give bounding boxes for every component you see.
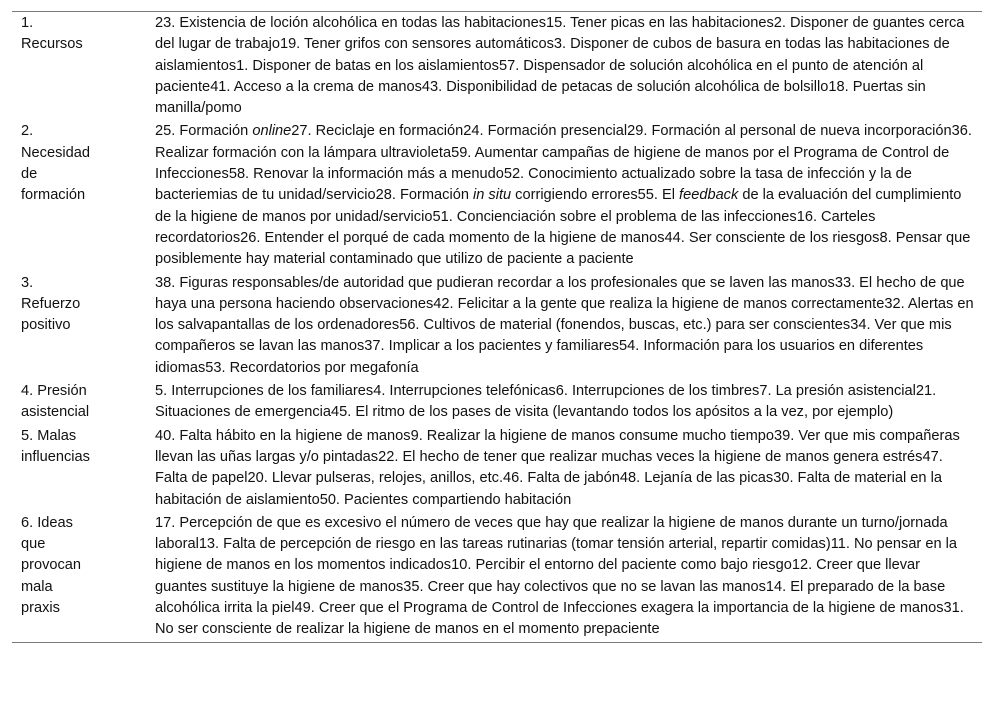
barrier-item: 32. Alertas en los salvapantallas de los ordenadores — [155, 295, 974, 334]
category-label-line: influencias — [21, 448, 90, 465]
barrier-item: 3. Disponer de cubos de basura en todas las habitaciones de aislamientos — [155, 36, 950, 74]
barrier-item: 36. Realizar formación con la lámpara ultravioleta — [155, 123, 972, 161]
barrier-item: 10. Percibir el entorno del paciente como bajo riesgo — [451, 557, 792, 574]
barrier-item: 49. Creer que el Programa de Control de Infecciones exagera la importancia de la higiene de manos — [294, 600, 944, 617]
barrier-item: 34. Ver que mis compañeros se lavan las manos — [155, 317, 952, 355]
barrier-item-text: 25. Formación — [155, 123, 253, 140]
category-label-line: de — [21, 166, 38, 183]
barrier-item-text: de la evaluación del cumplimiento de la higiene de manos por unidad/servicio — [155, 187, 962, 225]
barrier-item: 15. Tener picas en las habitaciones — [546, 15, 774, 31]
category-label-line: formación — [21, 187, 86, 204]
barrier-item: 40. Falta hábito en la higiene de manos — [155, 427, 411, 444]
barrier-item-emphasis: feedback — [679, 187, 739, 204]
barrier-item — [155, 123, 291, 139]
category-label-line: mala — [21, 578, 53, 595]
category-label-line: 1. — [21, 15, 34, 31]
items-cell — [155, 512, 982, 642]
category-label-line: 3. — [21, 274, 34, 291]
barrier-item: 51. Concienciación sobre el problema de las infecciones — [432, 208, 797, 225]
barrier-item-text: 28. Formación — [375, 187, 473, 204]
barriers-table-body — [12, 12, 982, 642]
category-label-line: Refuerzo — [21, 295, 81, 312]
category-label-line: que — [21, 536, 46, 553]
barrier-item: 30. Falta de material en la habitación de aislamiento — [155, 470, 942, 508]
barrier-item: 29. Formación al personal de nueva incorporación — [627, 123, 952, 140]
category-cell — [12, 380, 155, 425]
barrier-item: 45. El ritmo de los pases de visita (levantando todos los apósitos a la vez, por ejemplo) — [331, 404, 894, 421]
barrier-item-text: corrigiendo errores — [511, 187, 638, 204]
barrier-item-emphasis: in situ — [473, 187, 512, 204]
barrier-item: 16. Carteles recordatorios — [155, 208, 876, 246]
barrier-item: 9. Realizar la higiene de manos consume mucho tiempo — [410, 427, 774, 444]
barrier-item-text: 55. El — [637, 187, 680, 204]
barrier-item: 38. Figuras responsables/de autoridad que pudieran recordar a los profesionales que se laven las manos — [155, 274, 835, 291]
category-cell — [12, 272, 155, 380]
category-label-line: 4. Presión — [21, 383, 87, 400]
barrier-item: 23. Existencia de loción alcohólica en todas las habitaciones — [155, 15, 547, 31]
barrier-item: 50. Pacientes compartiendo habitación — [319, 491, 572, 508]
barrier-item: 12. Creer que llevar guantes sustituye la higiene de manos — [155, 557, 921, 595]
category-cell — [12, 512, 155, 642]
barrier-item: 31. No ser consciente de realizar la higiene de manos en el momento prepaciente — [155, 600, 964, 638]
barrier-item: 20. Llevar pulseras, relojes, anillos, etc. — [247, 470, 504, 487]
barrier-item: 7. La presión asistencial — [759, 383, 916, 400]
barrier-item-emphasis: online — [252, 123, 292, 140]
table-row — [12, 512, 982, 642]
items-cell — [155, 120, 982, 271]
table-row — [12, 380, 982, 425]
table-row — [12, 272, 982, 380]
category-label-line: 2. — [21, 123, 34, 140]
barrier-item: 33. El hecho de que haya una persona haciendo observaciones — [155, 274, 965, 312]
table-row — [12, 425, 982, 512]
category-label-line: 6. Ideas — [21, 514, 73, 531]
barrier-item: 26. Entender el porqué de cada momento de la higiene de manos — [240, 229, 665, 246]
barrier-item: 41. Acceso a la crema de manos — [210, 78, 422, 95]
barrier-item: 22. El hecho de tener que realizar muchas veces la higiene de manos genera estrés — [378, 448, 923, 465]
barrier-item: 5. Interrupciones de los familiares — [155, 383, 374, 400]
barrier-item: 24. Formación presencial — [463, 123, 628, 140]
barriers-table — [12, 11, 982, 643]
items-cell — [155, 12, 982, 120]
barrier-item: 56. Cultivos de material (fonendos, buscas, etc.) para ser conscientes — [399, 317, 851, 334]
barrier-item: 13. Falta de percepción de riesgo en las tareas rutinarias (tomar tensión arterial, repartir comidas) — [198, 536, 831, 553]
barrier-item: 37. Implicar a los pacientes y familiares — [364, 338, 619, 355]
barrier-item: 19. Tener grifos con sensores automáticos — [279, 36, 554, 53]
barrier-item: 8. Pensar que posiblemente hay material contaminado que utilizo de paciente a paciente — [155, 229, 971, 268]
barrier-item: 44. Ser consciente de los riesgos — [664, 229, 880, 246]
category-label-line: provocan — [21, 557, 82, 574]
barrier-item: 1. Disponer de batas en los aislamientos — [236, 57, 499, 74]
barrier-item: 43. Disponibilidad de petacas de solución alcohólica de bolsillo — [421, 78, 829, 95]
category-label-line: asistencial — [21, 404, 90, 421]
barrier-item: 2. Disponer de guantes cerca del lugar de trabajo — [155, 15, 965, 53]
items-cell — [155, 272, 982, 380]
barrier-item — [376, 187, 638, 203]
barrier-item: 17. Percepción de que es excesivo el número de veces que hay que realizar la higiene de manos durante un turno/jornada laboral — [155, 514, 948, 553]
table-row — [12, 120, 982, 271]
barrier-item: 53. Recordatorios por megafonía — [205, 359, 419, 376]
barrier-item: 58. Renovar la información más a menudo — [228, 166, 504, 183]
category-label-line: Necesidad — [21, 144, 90, 161]
barrier-item: 6. Interrupciones de los timbres — [555, 383, 760, 400]
barrier-item: 11. No pensar en la higiene de manos en los momentos indicados — [155, 536, 957, 574]
barrier-item: 27. Reciclaje en formación — [291, 123, 464, 140]
barrier-item: 42. Felicitar a la gente que realiza la higiene de manos correctamente — [433, 295, 885, 312]
table-row — [12, 12, 982, 120]
barrier-item: 59. Aumentar campañas de higiene de manos por el Programa de Control de Infecciones — [155, 144, 950, 183]
barrier-item: 47. Falta de papel — [155, 448, 943, 487]
category-cell — [12, 12, 155, 120]
barrier-item: 18. Puertas sin manilla/pomo — [155, 78, 926, 117]
barrier-item: 46. Falta de jabón — [503, 470, 620, 487]
barrier-item: 52. Conocimiento actualizado sobre la tasa de infección y la de bacteriemias de tu unidad/servicio — [155, 166, 912, 204]
items-cell — [155, 380, 982, 425]
barrier-item: 14. El preparado de la base alcohólica irrita la piel — [155, 578, 946, 617]
category-label-line: positivo — [21, 317, 71, 334]
barrier-item: 35. Creer que hay colectivos que no se lavan las manos — [403, 578, 766, 595]
category-label-line: Recursos — [21, 36, 83, 53]
category-label-line: 5. Malas — [21, 427, 77, 444]
barrier-item: 48. Lejanía de las picas — [619, 470, 774, 487]
barrier-item: 54. Información para los usuarios en diferentes idiomas — [155, 338, 924, 376]
items-cell — [155, 425, 982, 512]
barrier-item: 57. Dispensador de solución alcohólica en el punto de atención al paciente — [155, 57, 924, 95]
category-cell — [12, 425, 155, 512]
category-cell — [12, 120, 155, 271]
category-label-line: praxis — [21, 600, 60, 617]
barriers-table-grid — [12, 12, 982, 642]
barrier-item: 4. Interrupciones telefónicas — [373, 383, 556, 400]
barrier-item: 21. Situaciones de emergencia — [155, 383, 937, 421]
barrier-item: 39. Ver que mis compañeras llevan las uñas largas y/o pintadas — [155, 427, 960, 465]
